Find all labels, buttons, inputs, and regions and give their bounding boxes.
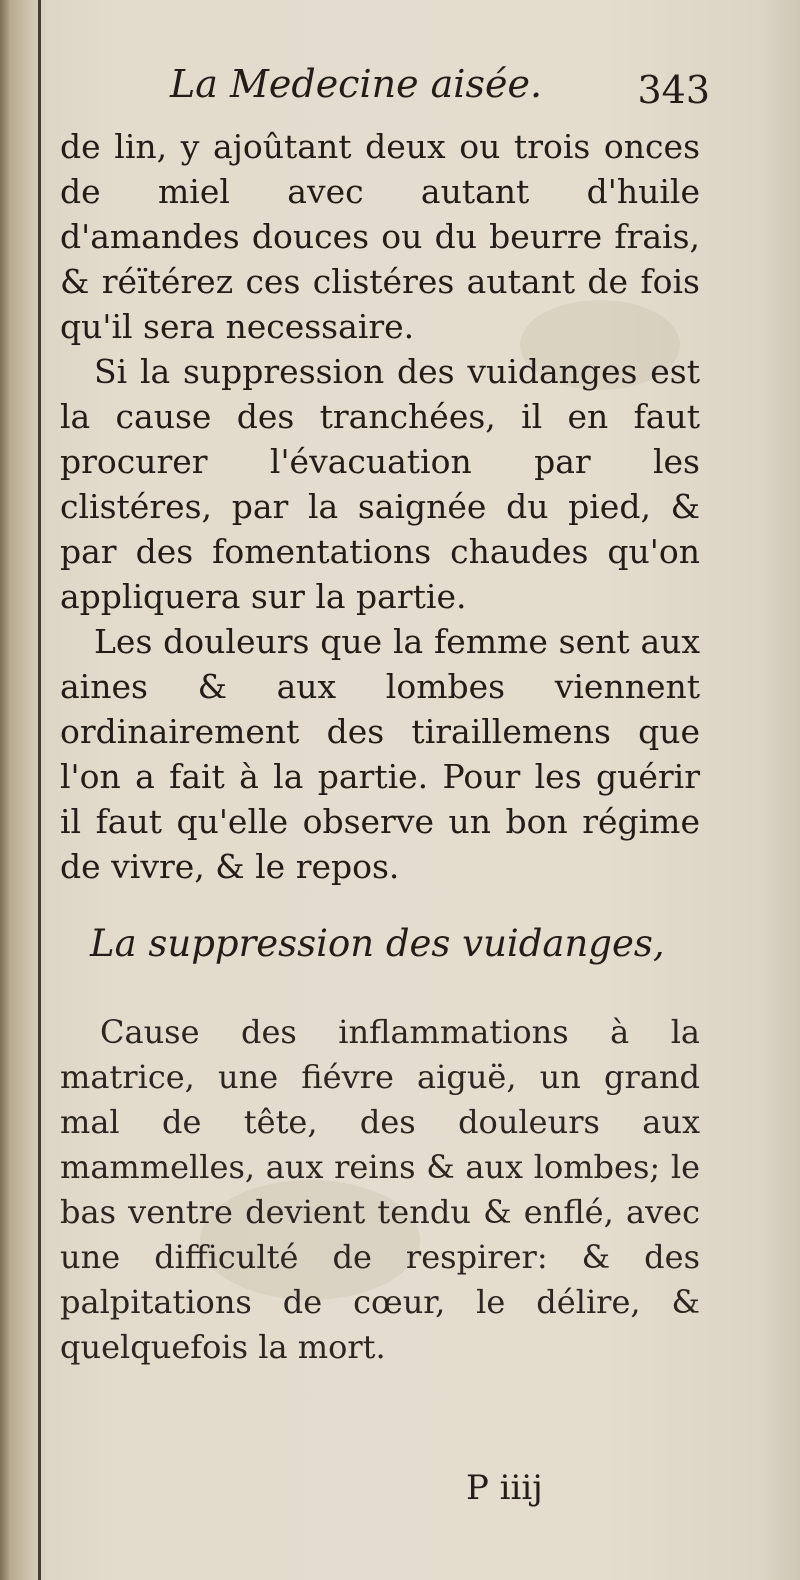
section-heading: La suppression des vuidanges,: [90, 922, 665, 965]
paragraph-continuation: de lin, y ajoûtant deux ou trois onces de miel avec autant d'huile d'amandes douces ou du beurre frais, & réïtérez ces clistéres autant de fois qu'il sera necessaire.: [60, 127, 700, 346]
body-text-section-2: [60, 1010, 700, 1370]
binding-edge: [38, 0, 41, 1580]
paragraph-cause-inflammations: Cause des inflammations à la matrice, une fiévre aiguë, un grand mal de tête, des douleurs aux mammelles, aux reins & aux lombes; le bas ventre devient tendu & enflé, avec une difficulté de respirer: & des palpitations de cœur, le délire, & quelquefois la mort.: [60, 1013, 700, 1366]
paragraph-suppression-cause: Si la suppression des vuidanges est la cause des tranchées, il en faut procurer l'évacuation par les clistéres, par la saignée du pied, & par des fomentations chaudes qu'on appliquera sur la partie.: [60, 352, 700, 616]
page-number: 343: [637, 68, 710, 112]
signature-mark: P iiij: [466, 1468, 543, 1508]
paragraph-douleurs: Les douleurs que la femme sent aux aines & aux lombes viennent ordinairement des tiraillemens que l'on a fait à la partie. Pour les guérir il faut qu'elle observe un bon régime de vivre, & le repos.: [60, 622, 700, 886]
page-header: [60, 62, 710, 122]
running-title: La Medecine aisée.: [170, 62, 543, 106]
body-text-section-1: [60, 124, 700, 889]
